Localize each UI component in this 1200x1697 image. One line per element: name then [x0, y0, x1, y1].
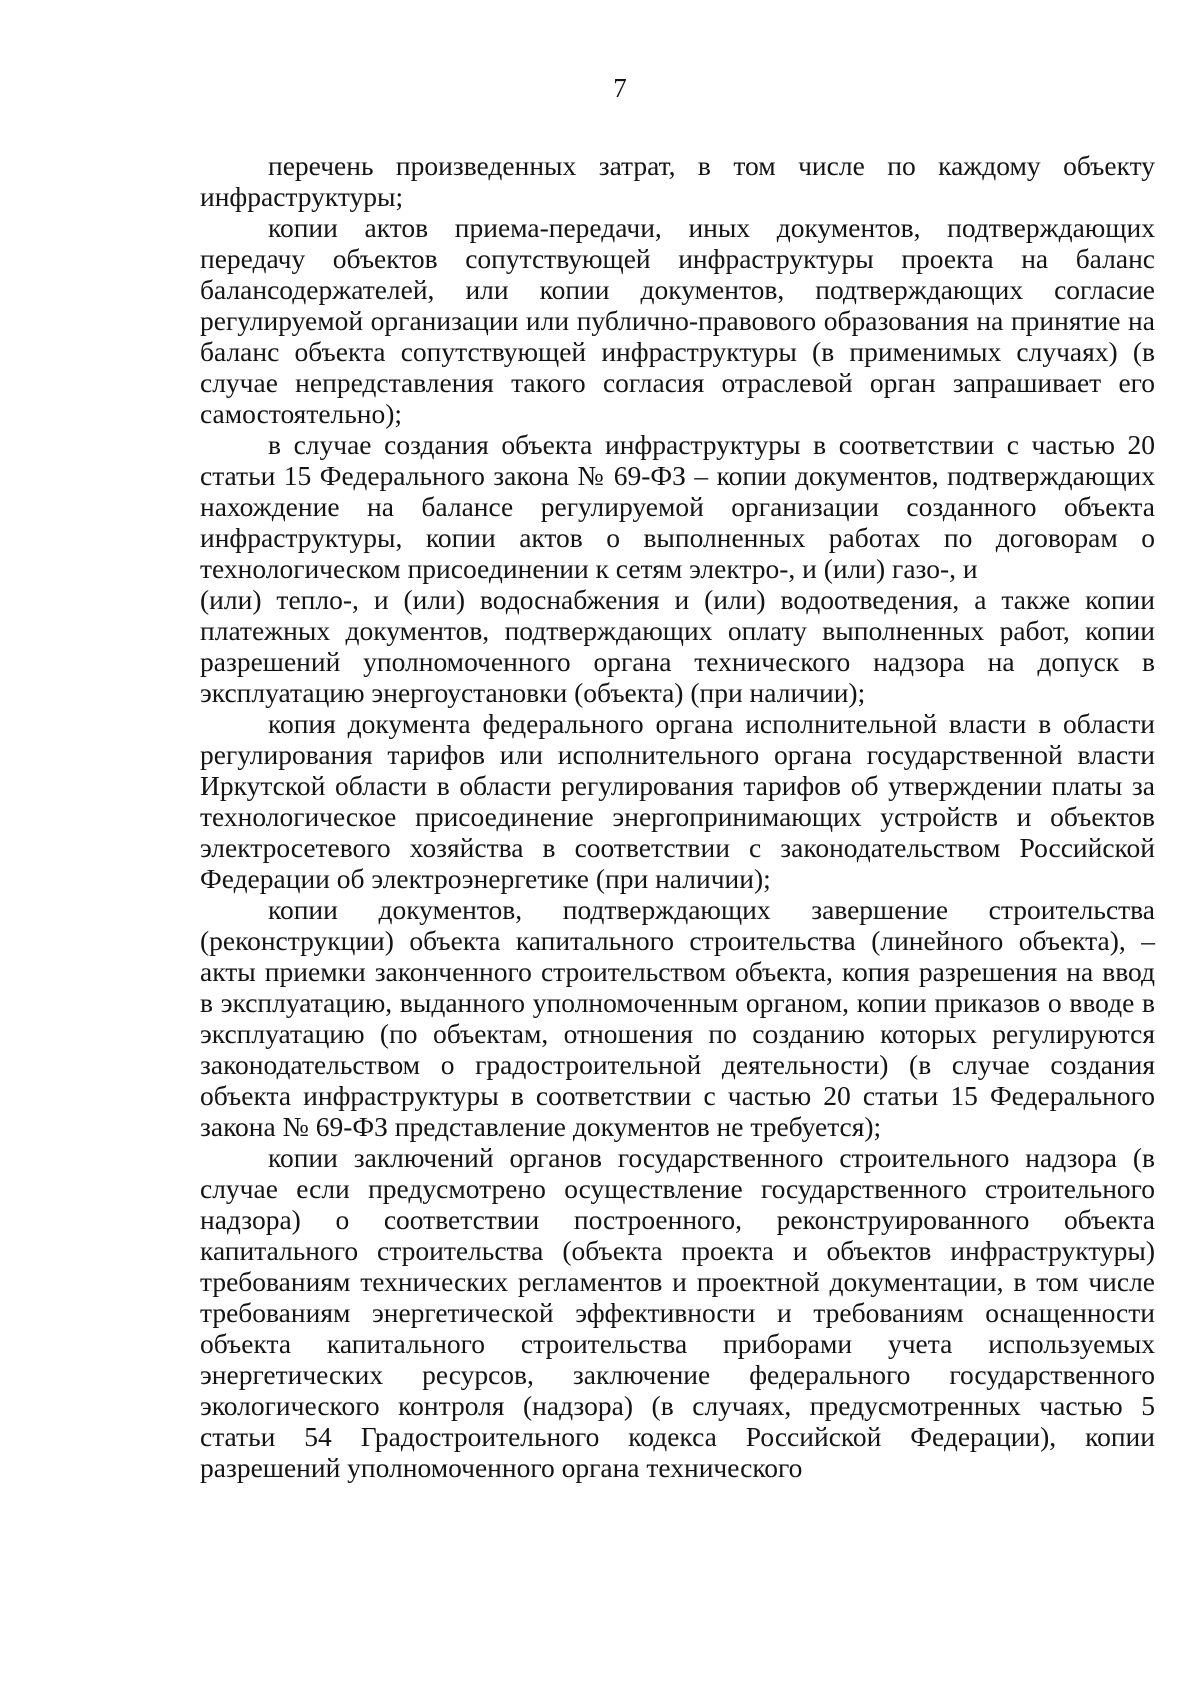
page-number: 7: [613, 73, 627, 103]
paragraph-utilities-continuation: (или) тепло-, и (или) водоснабжения и (или) водоотведения, а также копии платежных документов, подтверждающих оплату выполненных работ, копии разрешений уполномоченного органа технического надзора на допуск в эксплуатацию энергоустановки (объекта) (при наличии);: [200, 584, 1155, 708]
paragraph-transfer-acts: копии актов приема-передачи, иных документов, подтверждающих передачу объектов сопутствующей инфраструктуры проекта на баланс балансодержателей, или копии документов, подтверждающих согласие регулируемой организации или публично-правового образования на принятие на баланс объекта сопутствующей инфраструктуры (в применимых случаях) (в случае непредставления такого согласия отраслевой орган запрашивает его самостоятельно);: [200, 212, 1155, 429]
paragraph-construction-completion: копии документов, подтверждающих завершение строительства (реконструкции) объекта капитального строительства (линейного объекта), – акты приемки законченного строительством объекта, копия разрешения на ввод в эксплуатацию, выданного уполномоченным органом, копии приказов о вводе в эксплуатацию (по объектам, отношения по созданию которых регулируются законодательством о градостроительной деятельности) (в случае создания объекта инфраструктуры в соответствии с частью 20 статьи 15 Федерального закона № 69-ФЗ представление документов не требуется);: [200, 894, 1155, 1142]
document-body: [200, 150, 1155, 1483]
paragraph-supervision-conclusions: копии заключений органов государственного строительного надзора (в случае если предусмотрено осуществление государственного строительного надзора) о соответствии построенного, реконструированного объекта капитального строительства (объекта проекта и объектов инфраструктуры) требованиям технических регламентов и проектной документации, в том числе требованиям энергетической эффективности и требованиям оснащенности объекта капитального строительства приборами учета используемых энергетических ресурсов, заключение федерального государственного экологического контроля (надзора) (в случаях, предусмотренных частью 5 статьи 54 Градостроительного кодекса Российской Федерации), копии разрешений уполномоченного органа технического: [200, 1142, 1155, 1483]
paragraph-expenses-list: перечень произведенных затрат, в том числе по каждому объекту инфраструктуры;: [200, 150, 1155, 212]
paragraph-infrastructure-creation: в случае создания объекта инфраструктуры в соответствии с частью 20 статьи 15 Федерального закона № 69-ФЗ – копии документов, подтверждающих нахождение на балансе регулируемой организации созданного объекта инфраструктуры, копии актов о выполненных работах по договорам о технологическом присоединении к сетям электро-, и (или) газо-, и: [200, 429, 1155, 584]
paragraph-tariff-document: копия документа федерального органа исполнительной власти в области регулирования тарифов или исполнительного органа государственной власти Иркутской области в области регулирования тарифов об утверждении платы за технологическое присоединение энергопринимающих устройств и объектов электросетевого хозяйства в соответствии с законодательством Российской Федерации об электроэнергетике (при наличии);: [200, 708, 1155, 894]
